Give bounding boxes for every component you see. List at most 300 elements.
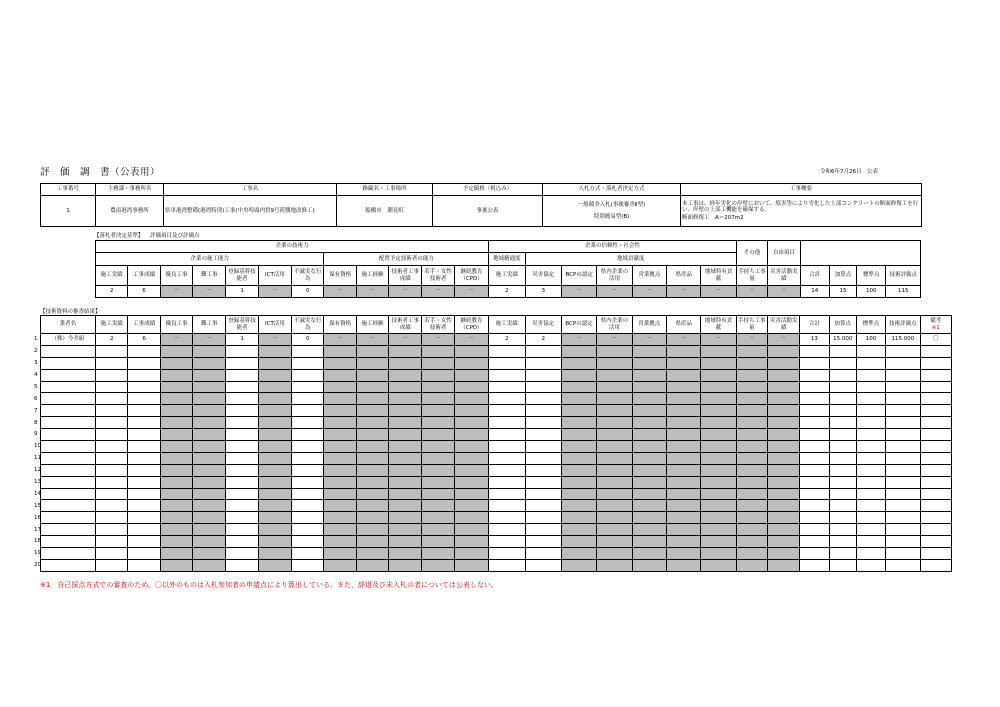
score-cell <box>800 417 829 429</box>
score-cell <box>226 369 258 381</box>
row-number: 5 <box>34 383 38 390</box>
score-cell <box>597 369 632 381</box>
score-cell: 15.000 <box>829 334 856 346</box>
table-row <box>33 512 952 524</box>
column-header: 技術評価点 <box>886 316 920 334</box>
score-cell <box>666 393 700 405</box>
work-no: 1 <box>41 196 96 227</box>
score-cell <box>736 524 767 536</box>
bidder-name <box>40 429 96 441</box>
score-cell <box>829 417 856 429</box>
score-cell <box>561 488 596 500</box>
score-cell <box>886 548 920 560</box>
score-cell <box>736 381 767 393</box>
score-cell <box>258 464 291 476</box>
score-cell: － <box>454 334 488 346</box>
criteria-point: － <box>736 286 767 298</box>
score-cell <box>800 512 829 524</box>
score-cell <box>193 417 226 429</box>
score-cell <box>422 405 454 417</box>
score-cell <box>226 536 258 548</box>
score-cell <box>632 476 666 488</box>
remarks-cell <box>920 559 952 571</box>
score-cell <box>886 417 920 429</box>
score-cell <box>489 405 525 417</box>
score-cell <box>454 512 488 524</box>
score-cell <box>389 393 422 405</box>
row-number: 8 <box>34 419 38 426</box>
score-cell <box>666 429 700 441</box>
bidder-name <box>40 488 96 500</box>
score-cell <box>800 464 829 476</box>
criteria-section-label: 【落札者決定基準】 <box>94 233 144 239</box>
bidder-name <box>40 500 96 512</box>
score-cell <box>160 405 192 417</box>
score-cell <box>597 559 632 571</box>
score-cell <box>389 476 422 488</box>
score-cell <box>489 452 525 464</box>
score-cell <box>666 524 700 536</box>
score-cell <box>489 559 525 571</box>
score-cell <box>632 559 666 571</box>
column-header: 施工実績 <box>96 266 128 286</box>
score-cell <box>525 476 561 488</box>
score-cell <box>489 369 525 381</box>
criteria-point: － <box>193 286 226 298</box>
score-cell <box>454 500 488 512</box>
column-header: 優良工事 <box>160 266 192 286</box>
score-cell <box>226 345 258 357</box>
score-cell <box>829 441 856 453</box>
remarks-cell <box>920 417 952 429</box>
remarks-cell <box>920 464 952 476</box>
score-cell <box>886 369 920 381</box>
score-cell <box>886 345 920 357</box>
score-cell <box>800 500 829 512</box>
score-cell <box>767 512 799 524</box>
score-cell <box>886 559 920 571</box>
score-cell <box>632 417 666 429</box>
score-cell <box>160 464 192 476</box>
table-row <box>33 357 952 369</box>
bidder-name <box>40 524 96 536</box>
row-number: 20 <box>34 562 41 569</box>
score-cell <box>561 369 596 381</box>
score-cell <box>389 405 422 417</box>
criteria-point: － <box>667 286 701 298</box>
score-cell <box>356 381 388 393</box>
score-cell <box>422 345 454 357</box>
score-cell <box>422 512 454 524</box>
score-cell <box>324 441 356 453</box>
row-number: 10 <box>34 443 41 450</box>
score-cell <box>856 417 885 429</box>
score-cell <box>160 441 192 453</box>
score-cell <box>525 393 561 405</box>
bidder-name <box>40 452 96 464</box>
criteria-point: － <box>258 286 291 298</box>
score-cell <box>489 548 525 560</box>
column-header: 手持ち工事量 <box>736 316 767 334</box>
bidder-name <box>40 381 96 393</box>
footnote: ※1 自己採点方式での審査のため、〇以外のものは入札参加者の申請点により算出している。また、辞退及び未入札の者については公表しない。 <box>40 581 498 589</box>
score-cell <box>226 381 258 393</box>
score-cell <box>292 429 324 441</box>
column-header: 優良工事 <box>160 316 192 334</box>
score-cell: 115.000 <box>886 334 920 346</box>
table-row <box>33 476 952 488</box>
score-cell <box>96 405 128 417</box>
score-cell <box>422 393 454 405</box>
score-cell <box>800 381 829 393</box>
score-cell <box>389 500 422 512</box>
score-cell <box>886 464 920 476</box>
row-number: 19 <box>34 550 41 557</box>
score-cell: － <box>767 334 799 346</box>
column-header: 県内企業の活用 <box>597 316 632 334</box>
score-cell <box>666 488 700 500</box>
criteria-point: 1 <box>226 286 258 298</box>
score-cell <box>561 512 596 524</box>
criteria-point: 2 <box>96 286 128 298</box>
score-cell <box>389 357 422 369</box>
work-name: 県単港湾整備(港湾特別)工事(中央埠頭内貿9号荷捌地改修工) <box>164 196 337 227</box>
score-cell <box>886 381 920 393</box>
score-cell <box>454 476 488 488</box>
score-cell <box>701 524 736 536</box>
score-cell <box>632 369 666 381</box>
score-cell <box>829 393 856 405</box>
score-cell <box>525 464 561 476</box>
score-cell <box>389 559 422 571</box>
table-row <box>33 548 952 560</box>
score-cell <box>829 345 856 357</box>
score-cell <box>193 500 226 512</box>
score-cell <box>632 429 666 441</box>
score-cell <box>701 559 736 571</box>
score-cell <box>489 488 525 500</box>
table-row <box>33 452 952 464</box>
score-cell <box>561 524 596 536</box>
header-method: 入札方式・落札者決定方式 <box>543 184 681 196</box>
score-cell <box>96 500 128 512</box>
score-cell <box>829 559 856 571</box>
score-cell <box>767 405 799 417</box>
row-number: 13 <box>34 478 41 485</box>
score-cell <box>856 512 885 524</box>
score-cell <box>454 536 488 548</box>
score-cell <box>356 476 388 488</box>
row-number: 1 <box>34 336 38 343</box>
score-cell <box>666 417 700 429</box>
score-cell <box>356 357 388 369</box>
score-cell <box>800 441 829 453</box>
score-cell <box>525 488 561 500</box>
score-cell <box>597 357 632 369</box>
bidder-header: 業者名 <box>40 316 96 334</box>
score-cell <box>324 464 356 476</box>
score-cell <box>701 405 736 417</box>
score-cell <box>856 464 885 476</box>
score-cell <box>258 441 291 453</box>
score-cell <box>800 536 829 548</box>
score-cell <box>736 488 767 500</box>
score-cell <box>666 345 700 357</box>
header-work-no: 工事番号 <box>41 184 96 196</box>
score-cell <box>767 429 799 441</box>
publish-date: 令和6年7月26日 公表 <box>820 169 878 175</box>
remarks-header-mark: ※1 <box>931 324 940 331</box>
score-cell <box>829 381 856 393</box>
score-cell <box>128 369 160 381</box>
column-header: BCPの認定 <box>561 266 596 286</box>
score-cell <box>800 559 829 571</box>
score-cell <box>701 417 736 429</box>
overview-table <box>40 183 922 227</box>
bidder-name: （株）今井組 <box>40 334 96 346</box>
score-cell <box>422 464 454 476</box>
score-cell <box>856 500 885 512</box>
score-cell <box>389 512 422 524</box>
score-cell <box>856 488 885 500</box>
score-cell <box>454 488 488 500</box>
score-cell <box>160 369 192 381</box>
score-cell <box>389 452 422 464</box>
score-cell <box>736 548 767 560</box>
criteria-point: 2 <box>489 286 525 298</box>
score-cell <box>632 405 666 417</box>
row-number: 3 <box>34 360 38 367</box>
score-cell <box>525 548 561 560</box>
score-cell <box>800 393 829 405</box>
score-cell: 13 <box>800 334 829 346</box>
score-cell <box>767 345 799 357</box>
work-summary-line2: 断面修復工 A＝207m2 <box>682 215 744 222</box>
score-cell <box>701 536 736 548</box>
score-cell <box>767 524 799 536</box>
bidder-name <box>40 417 96 429</box>
score-cell <box>597 476 632 488</box>
table-row <box>33 429 952 441</box>
score-cell <box>561 441 596 453</box>
score-cell <box>597 488 632 500</box>
score-cell <box>226 393 258 405</box>
score-cell <box>489 512 525 524</box>
table-row <box>33 393 952 405</box>
score-cell <box>258 500 291 512</box>
score-cell <box>454 381 488 393</box>
score-cell <box>736 512 767 524</box>
score-cell <box>258 512 291 524</box>
score-cell <box>829 536 856 548</box>
score-cell <box>324 500 356 512</box>
criteria-table <box>95 240 921 298</box>
planned-price: 事後公表 <box>433 196 543 227</box>
score-cell <box>454 417 488 429</box>
score-cell <box>525 500 561 512</box>
score-cell <box>561 452 596 464</box>
score-cell <box>666 357 700 369</box>
score-cell <box>632 452 666 464</box>
score-cell: － <box>324 334 356 346</box>
score-cell: 100 <box>856 334 885 346</box>
score-cell <box>489 524 525 536</box>
table-row <box>33 381 952 393</box>
score-cell <box>856 524 885 536</box>
score-cell <box>454 393 488 405</box>
score-cell <box>193 393 226 405</box>
row-number: 17 <box>34 526 41 533</box>
bidder-name <box>40 536 96 548</box>
score-cell <box>597 429 632 441</box>
score-cell <box>422 488 454 500</box>
column-header: 県内企業の活用 <box>597 266 632 286</box>
score-cell <box>258 476 291 488</box>
score-cell: 2 <box>489 334 525 346</box>
remarks-cell <box>920 536 952 548</box>
row-number: 2 <box>34 348 38 355</box>
work-summary-line1: 本工事は、経年劣化の岸壁において、塩害等により劣化した上部コンクリートの断面修復工を行い、岸壁の上部工機能を確保する。 <box>682 200 919 213</box>
score-cell <box>193 524 226 536</box>
remarks-cell <box>920 393 952 405</box>
score-cell <box>356 345 388 357</box>
score-cell <box>767 441 799 453</box>
row-number: 11 <box>34 455 41 462</box>
score-cell <box>525 417 561 429</box>
score-cell <box>561 548 596 560</box>
remarks-cell <box>920 500 952 512</box>
column-header: 施工経験 <box>356 316 388 334</box>
score-cell <box>160 381 192 393</box>
score-cell <box>226 512 258 524</box>
page-title: 評 価 調 書（公表用） <box>40 167 161 178</box>
score-cell <box>561 405 596 417</box>
score-cell <box>632 512 666 524</box>
score-cell <box>632 381 666 393</box>
score-cell <box>525 441 561 453</box>
row-number: 18 <box>34 538 41 545</box>
column-header: 工事成績 <box>128 266 160 286</box>
score-cell <box>800 369 829 381</box>
column-header: 技術評価点 <box>886 266 921 286</box>
score-cell <box>96 524 128 536</box>
score-cell <box>856 548 885 560</box>
score-cell <box>193 464 226 476</box>
score-cell <box>489 476 525 488</box>
score-cell <box>258 559 291 571</box>
remarks-cell <box>920 369 952 381</box>
score-cell <box>292 345 324 357</box>
score-cell <box>422 559 454 571</box>
score-cell <box>422 381 454 393</box>
score-cell <box>525 512 561 524</box>
column-header: 地域特有貢献 <box>701 266 736 286</box>
score-cell <box>324 345 356 357</box>
score-cell <box>701 369 736 381</box>
score-cell <box>160 429 192 441</box>
criteria-point: － <box>454 286 488 298</box>
column-header: 保有資格 <box>324 316 356 334</box>
criteria-point: 3 <box>525 286 561 298</box>
remarks-cell <box>920 441 952 453</box>
table-row <box>33 334 952 346</box>
bidder-name <box>40 464 96 476</box>
group-free: 自由項目 <box>768 241 800 266</box>
score-cell <box>292 405 324 417</box>
bidder-name <box>40 369 96 381</box>
score-cell <box>389 417 422 429</box>
score-cell <box>160 500 192 512</box>
score-cell <box>829 405 856 417</box>
score-cell <box>561 357 596 369</box>
bid-method <box>543 196 681 227</box>
score-cell <box>193 452 226 464</box>
column-header: 営業拠点 <box>632 316 666 334</box>
column-header: 施工実績 <box>489 316 525 334</box>
score-cell <box>525 357 561 369</box>
score-cell <box>454 357 488 369</box>
score-cell <box>422 429 454 441</box>
score-cell <box>128 512 160 524</box>
score-cell <box>389 429 422 441</box>
score-cell <box>128 405 160 417</box>
column-header: 難工事 <box>193 266 226 286</box>
score-cell <box>422 548 454 560</box>
score-cell <box>489 464 525 476</box>
score-cell <box>324 524 356 536</box>
score-cell <box>701 429 736 441</box>
score-cell <box>226 357 258 369</box>
score-cell <box>324 393 356 405</box>
score-cell <box>829 488 856 500</box>
score-cell <box>292 500 324 512</box>
score-cell <box>767 548 799 560</box>
table-row <box>33 441 952 453</box>
score-cell <box>324 512 356 524</box>
score-cell: 0 <box>292 334 324 346</box>
column-header: ICT活用 <box>258 316 291 334</box>
score-cell <box>454 548 488 560</box>
score-cell <box>226 500 258 512</box>
criteria-point: 6 <box>128 286 160 298</box>
score-cell <box>561 559 596 571</box>
column-header: 標準点 <box>857 266 886 286</box>
criteria-point: － <box>160 286 192 298</box>
column-header: 若手・女性技術者 <box>422 316 454 334</box>
bidder-name <box>40 345 96 357</box>
score-cell <box>829 512 856 524</box>
score-cell <box>422 357 454 369</box>
bidder-name <box>40 559 96 571</box>
column-header: 県産品 <box>666 316 700 334</box>
score-cell <box>525 345 561 357</box>
score-cell <box>193 548 226 560</box>
score-cell <box>597 417 632 429</box>
score-cell <box>389 441 422 453</box>
remarks-cell <box>920 345 952 357</box>
score-cell <box>128 476 160 488</box>
remarks-cell <box>920 405 952 417</box>
score-cell <box>226 476 258 488</box>
score-cell <box>292 524 324 536</box>
score-cell <box>258 548 291 560</box>
score-cell: － <box>561 334 596 346</box>
score-cell: 2 <box>96 334 128 346</box>
score-cell <box>160 488 192 500</box>
score-cell <box>454 369 488 381</box>
score-cell <box>489 429 525 441</box>
score-cell <box>422 524 454 536</box>
